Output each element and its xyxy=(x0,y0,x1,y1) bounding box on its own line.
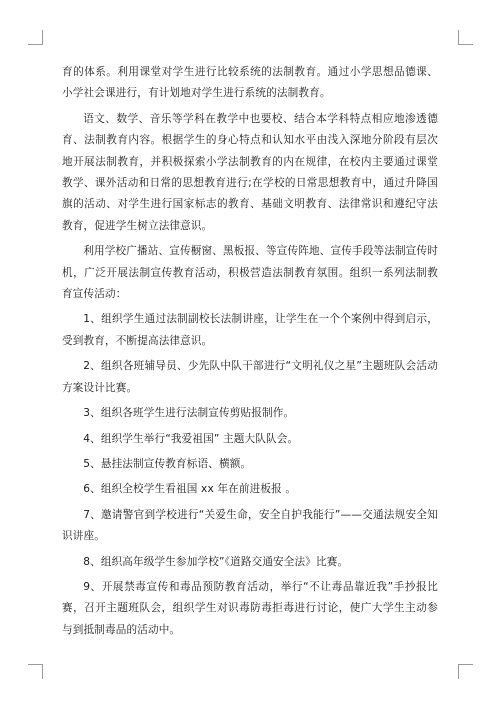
document-body xyxy=(62,62,438,645)
list-item-8: 8、组织高年级学生参加学校”《道路交通安全法》比赛。 xyxy=(83,555,349,568)
list-item-7: 7、邀请警官到学校进行“关爱生命，安全自护我能行”——交通法规安全知识讲座。 xyxy=(62,508,438,543)
paragraph-continuation: 育的体系。利用课堂对学生进行比较系统的法制教育。通过小学思想品德课、小学社会课进行，有计划地对学生进行系统的法制教育。 xyxy=(62,66,438,100)
list-item-9: 9、开展禁毒宣传和毒品预防教育活动，举行“不让毒品靠近我”手抄报比赛，召开主题班队会，组织学生对识毒防毒拒毒进行讨论，使广大学生主动参与到抵制毒品的活动中。 xyxy=(62,580,438,636)
paragraph-publicity: 利用学校广播站、宣传橱窗、黑板报、等宣传阵地、宣传手段等法制宣传时机，广泛开展法制宣传教育活动，积极营造法制教育氛围。组织一系列法制教育宣传活动： xyxy=(62,245,438,301)
list-item-3: 3、组织各班学生进行法制宣传剪贴报制作。 xyxy=(83,407,295,420)
list-item-2: 2、组织各班辅导员、少先队中队干部进行“文明礼仪之星”主题班队会活动方案设计比赛。 xyxy=(62,360,438,394)
paragraph-subject-integration: 语文、数学、音乐等学科在教学中也要校、结合本学科特点相应地渗透德育、法制教育内容。根据学生的身心特点和认知水平由浅入深地分阶段有层次地开展法制教育，并积极探索小学法制教育的内在规律，在校内主要通过课堂教学、课外活动和日常的思想教育进行;在学校的日常思想教育中，通过升降国旗的活动、对学生进行国家标志的教育、基础文明教育、法律常识和遵纪守法教育，促进学生树立法律意识。 xyxy=(62,112,438,232)
crop-mark-bottom-right xyxy=(458,664,473,679)
crop-mark-top-left xyxy=(28,30,43,45)
list-item-6: 6、组织全校学生看祖国 xx 年在前进板报 。 xyxy=(83,483,297,496)
list-item-4: 4、组织学生举行“我爱祖国” 主题大队队会。 xyxy=(83,432,299,445)
crop-mark-top-right xyxy=(458,30,473,45)
crop-mark-bottom-left xyxy=(28,664,43,679)
list-item-5: 5、悬挂法制宣传教育标语、横额。 xyxy=(83,457,252,470)
list-item-1: 1、组织学生通过法制副校长法制讲座，让学生在一个个案例中得到启示，受到教育，不断提高法律意识。 xyxy=(62,313,438,347)
